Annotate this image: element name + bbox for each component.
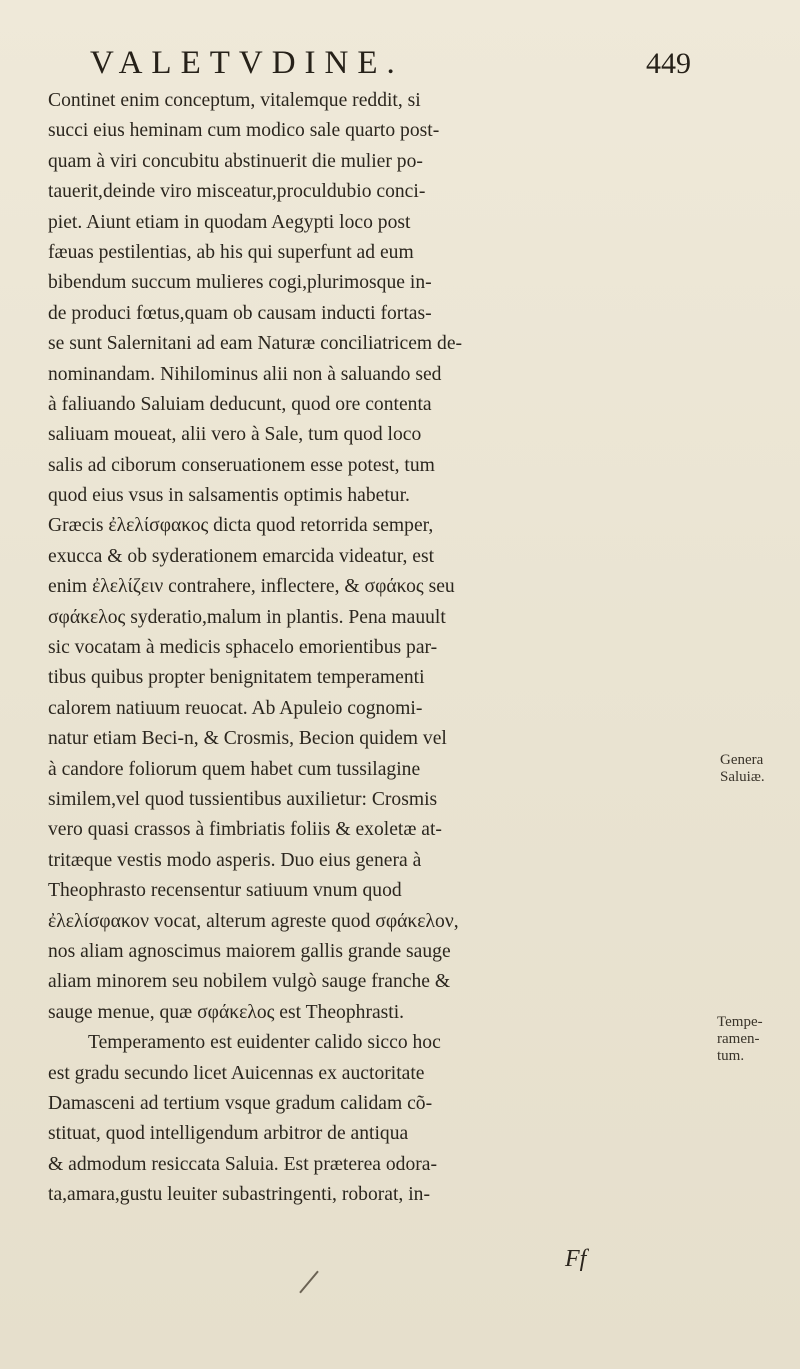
margin-note-line: Genera — [720, 752, 764, 768]
text-line: saliuam moueat, alii vero à Sale, tum quod loco — [48, 424, 422, 446]
page-number: 449 — [646, 47, 691, 80]
margin-note-genera — [720, 752, 765, 786]
margin-note-line: ramen- — [717, 1031, 760, 1047]
text-line: ta,amara,gustu leuiter subastringenti, roborat, in- — [48, 1184, 430, 1206]
text-line: à faliuando Saluiam deducunt, quod ore contenta — [48, 393, 432, 415]
text-line: à candore foliorum quem habet cum tussilagine — [48, 758, 421, 780]
text-line: Damasceni ad tertium vsque gradum calidam cõ- — [48, 1092, 433, 1114]
text-line: calorem natiuum reuocat. Ab Apuleio cognomi- — [48, 697, 423, 719]
text-line: Continet enim conceptum, vitalemque reddit, si — [48, 90, 421, 111]
text-line: de produci fœtus,quam ob causam inducti fortas- — [48, 302, 432, 324]
text-line: ἐλελίσφακον vocat, alterum agreste quod σφάκελον, — [48, 910, 459, 932]
text-line: tauerit,deinde viro misceatur,proculdubio conci- — [48, 181, 426, 203]
text-line: vero quasi crassos à fimbriatis foliis & exoletæ at- — [48, 819, 442, 841]
text-line: sic vocatam à medicis sphacelo emorientibus par- — [48, 637, 438, 659]
text-line: succi eius heminam cum modico sale quarto post- — [48, 120, 440, 142]
text-line: sauge menue, quæ σφάκελος est Theophrasti. — [48, 1001, 405, 1023]
text-line: similem,vel quod tussientibus auxilietur: Crosmis — [48, 788, 438, 810]
text-line: & admodum resiccata Saluia. Est præterea odora- — [48, 1153, 438, 1175]
text-line: Temperamento est euidenter calido sicco hoc — [88, 1032, 441, 1054]
text-line: quam à viri concubitu abstinuerit die mulier po- — [48, 150, 423, 172]
text-line: aliam minorem seu nobilem vulgò sauge franche & — [48, 971, 451, 993]
text-line: Theophrasto recensentur satiuum vnum quod — [48, 880, 402, 902]
margin-note-line: Saluiæ. — [720, 769, 765, 785]
text-line: est gradu secundo licet Auicennas ex auctoritate — [48, 1062, 425, 1084]
text-line: salis ad ciborum conseruationem esse potest, tum — [48, 454, 435, 476]
margin-note-line: Tempe- — [717, 1014, 763, 1030]
margin-note-temperamentum — [717, 1014, 763, 1065]
ink-stroke — [299, 1271, 319, 1294]
text-line: nominandam. Nihilominus alii non à saluando sed — [48, 363, 442, 385]
text-line: nos aliam agnoscimus maiorem gallis grande sauge — [48, 940, 451, 962]
text-line: Græcis ἐλελίσφακος dicta quod retorrida semper, — [48, 515, 434, 537]
text-line: bibendum succum mulieres cogi,plurimosque in- — [48, 272, 432, 294]
running-title: VALETVDINE. — [90, 45, 404, 81]
text-line: stituat, quod intelligendum arbitror de antiqua — [48, 1123, 409, 1145]
text-line: piet. Aiunt etiam in quodam Aegypti loco post — [48, 211, 411, 233]
text-line: quod eius vsus in salsamentis optimis habetur. — [48, 485, 410, 507]
text-line: tritæque vestis modo asperis. Duo eius genera à — [48, 849, 422, 871]
margin-note-line: tum. — [717, 1048, 745, 1064]
page-header — [90, 45, 730, 89]
text-line: fæuas pestilentias, ab his qui superfunt ad eum — [48, 241, 414, 263]
text-line: exucca & ob syderationem emarcida videatur, est — [48, 545, 435, 567]
body-text — [48, 86, 670, 1210]
text-line: tibus quibus propter benignitatem temperamenti — [48, 667, 425, 689]
signature-mark: Ff — [565, 1246, 587, 1272]
text-line: σφάκελος syderatio,malum in plantis. Pena mauult — [48, 606, 446, 628]
text-line: enim ἐλελίζειν contrahere, inflectere, & σφάκος seu — [48, 576, 455, 598]
text-line: natur etiam Beci-n, & Crosmis, Becion quidem vel — [48, 728, 447, 750]
text-line: se sunt Salernitani ad eam Naturæ conciliatricem de- — [48, 333, 463, 355]
